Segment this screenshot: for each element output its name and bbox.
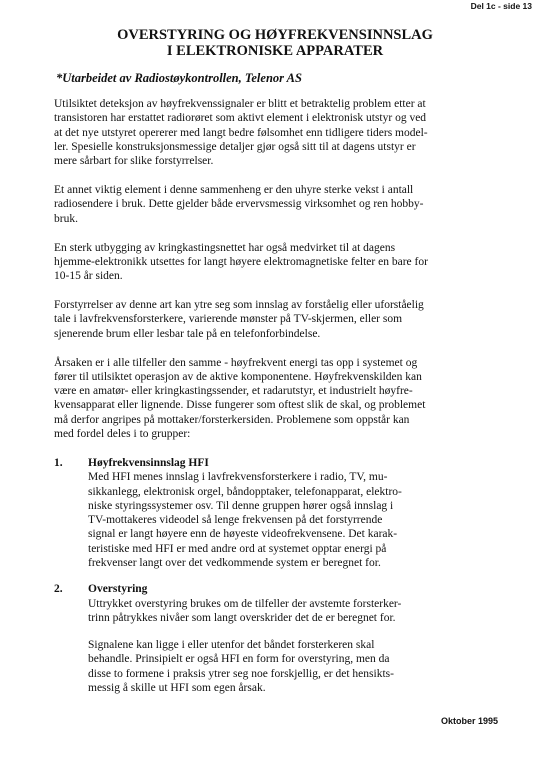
text-line: 10-15 år siden. — [54, 270, 123, 283]
text-line: Forstyrrelser av denne art kan ytre seg som innslag av forståelig eller uforståelig — [54, 299, 424, 312]
text-line: teristiske med HFI er med andre ord at systemet opptar energi på — [88, 542, 387, 555]
list-item-overstyring — [54, 582, 504, 695]
title-line-1: OVERSTYRING OG HØYFREKVENSINNSLAG — [117, 27, 433, 43]
text-line: trinn påtrykkes nivåer som langt overskrider det de er beregnet for. — [88, 611, 396, 624]
text-line: Utilsiktet deteksjon av høyfrekvenssignaler er blitt et betraktelig problem etter at — [54, 98, 426, 110]
text-line: med fordel deles i to grupper: — [54, 428, 191, 441]
text-line: sjenerende brum eller lesbar tale på en telefonforbindelse. — [54, 327, 321, 340]
document-body — [54, 97, 504, 707]
text-line: ler. Spesielle konstruksjonsmessige detaljer gjør også sitt til at dagens utstyr er — [54, 140, 416, 153]
paragraph — [54, 298, 504, 341]
text-line: transistoren har erstattet radiorøret som aktivt element i elektronisk utstyr og ved — [54, 112, 427, 125]
text-line: være en amatør- eller kringkastingssender, et radarutstyr, et industrielt høyfre- — [54, 385, 413, 398]
text-line: Årsaken er i alle tilfeller den samme - høyfrekvent energi tas opp i systemet og — [54, 356, 418, 369]
paragraph — [54, 356, 504, 442]
text-line: niske styringssystemer osv. Til denne gruppen hører også innslag i — [88, 499, 394, 512]
text-line: kvensapparat eller lignende. Disse fungerer som oftest slik de skal, og problemet — [54, 399, 426, 412]
list-item-number: 1. — [54, 456, 63, 469]
text-line: hjemme-elektronikk utsettes for langt høyere elektromagnetiske felter en bare for — [54, 255, 428, 268]
title-line-2: I ELEKTRONISKE APPARATER — [166, 43, 384, 59]
text-line: disse to formene i praksis ytrer seg noe forskjellig, er det hensikts- — [88, 667, 394, 680]
text-line: fører til utilsiktet operasjon av de aktive komponentene. Høyfrekvenskilden kan — [54, 370, 422, 383]
list-item-subparagraph — [88, 638, 504, 695]
text-line: signal er langt høyere enn de høyeste videofrekvensene. Det karak- — [88, 528, 398, 541]
text-line: sikkanlegg, elektronisk orgel, båndopptaker, telefonapparat, elektro- — [88, 485, 402, 498]
paragraph — [54, 183, 504, 226]
text-line: Uttrykket overstyring brukes om de tilfeller der avstemte forsterker- — [88, 597, 402, 610]
paragraph — [54, 97, 504, 168]
text-line: TV-mottakeres videodel så lenge frekvensen på det forstyrrende — [88, 514, 383, 527]
text-line: mere sårbart for slike forstyrrelser. — [54, 155, 214, 168]
text-line: Et annet viktig element i denne sammenheng er den uhyre sterke vekst i antall — [54, 184, 414, 197]
list-item-heading: Høyfrekvensinnslag HFI — [88, 456, 209, 469]
page-footer-date: Oktober 1995 — [440, 716, 498, 726]
text-line: må derfor angripes på mottaker/forsterkersiden. Problemene som oppstår kan — [54, 413, 410, 426]
text-line: at det nye utstyret opererer med langt bedre følsomhet enn tidligere tiders model- — [54, 126, 428, 139]
text-line: frekvenser langt over det vedkommende system er beregnet for. — [88, 556, 381, 569]
list-item-number: 2. — [54, 583, 63, 596]
list-item-hfi — [54, 456, 504, 570]
page-reference: Del 1c - side 13 — [470, 1, 532, 11]
list-item-heading: Overstyring — [88, 583, 148, 596]
paragraph — [54, 241, 504, 284]
document-title — [0, 27, 550, 59]
text-line: Signalene kan ligge i eller utenfor det båndet forsterkeren skal — [88, 639, 375, 652]
text-line: behandle. Prinsipielt er også HFI en form for overstyring, men da — [88, 653, 390, 666]
document-subtitle: *Utarbeidet av Radiostøykontrollen, Telenor AS — [56, 71, 302, 85]
text-line: tale i lavfrekvensforsterkere, varierende mønster på TV-skjermen, eller som — [54, 313, 403, 326]
text-line: En sterk utbygging av kringkastingsnettet har også medvirket til at dagens — [54, 241, 396, 254]
text-line: radiosendere i bruk. Dette gjelder både ervervsmessig virksomhet og ren hobby- — [54, 198, 424, 211]
text-line: messig å skille ut HFI som egen årsak. — [88, 682, 266, 695]
text-line: Med HFI menes innslag i lavfrekvensforsterkere i radio, TV, mu- — [88, 471, 388, 484]
text-line: bruk. — [54, 212, 78, 225]
